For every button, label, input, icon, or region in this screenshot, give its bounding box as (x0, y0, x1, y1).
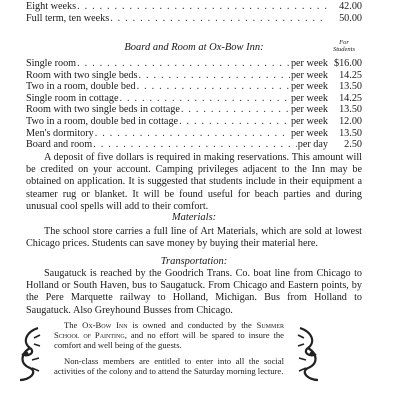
deposit-text: A deposit of five dollars is required in making reservations. This amount will be credited on your account. Camping privileges adjacent to the Inn may be obtained on application. It is suggested that students include in their equipment a steamer rug or blanket. It will be found useful for beach parties and during unusual cool spells will add to their comfort. (26, 152, 362, 212)
notice-text (54, 320, 284, 381)
rate-label: Full term, ten weeks (26, 12, 110, 24)
rate-row (26, 1, 362, 13)
board-row-price: $16.00 (333, 58, 362, 69)
board-row-unit: per day (297, 139, 328, 151)
board-row (26, 104, 362, 116)
board-rates-list (26, 58, 362, 151)
board-row-price: 2.50 (344, 139, 362, 151)
materials-text: The school store carries a full line of Art Materials, which are sold at lowest Chicago prices. Students can save money by buying their material here. (26, 226, 362, 250)
column-header-line1: For (339, 39, 349, 46)
board-row-price: 13.50 (339, 127, 362, 139)
leader-dots (93, 139, 297, 151)
rate-price: 42.00 (339, 1, 362, 12)
notice-paragraph-2 (54, 356, 284, 376)
materials-heading: Materials: (171, 212, 217, 223)
notice-p1-end: , and no effort will be spared to insure the comfort and well being of the guests. (54, 330, 285, 351)
board-row (26, 93, 362, 105)
leader-dots (120, 93, 290, 105)
board-row-unit: per week (290, 104, 328, 116)
leader-dots (110, 13, 327, 25)
materials-paragraph (26, 226, 362, 250)
board-row-unit: per week (290, 69, 328, 81)
rate-label: Eight weeks (26, 1, 77, 12)
notice-p2: Non-class members are entitled to enter into all the social activities of the colony and to attend the Saturday morning lecture. (54, 355, 284, 376)
board-row-label: Single room (26, 58, 77, 69)
board-row-unit: per week (290, 58, 328, 69)
tuition-rates (26, 1, 362, 24)
column-header (326, 39, 362, 53)
transportation-heading: Transportation: (160, 256, 228, 267)
board-row-unit: per week (290, 81, 328, 93)
board-title: Board and Room at Ox-Bow Inn: (124, 42, 264, 53)
board-row-label: Two in a room, double bed (26, 81, 136, 93)
column-header-line2: Students (332, 46, 356, 53)
board-row-unit: per week (290, 92, 328, 104)
board-row-unit: per week (290, 115, 328, 127)
leader-dots (137, 81, 290, 93)
notice-p1-mid: is owned and conducted by the (127, 320, 257, 330)
board-row (26, 58, 362, 70)
board-row-price: 13.50 (339, 81, 362, 93)
board-row-price: 14.25 (339, 92, 362, 104)
rate-row (26, 13, 362, 25)
board-row-price: 14.25 (339, 69, 362, 81)
board-row (26, 116, 362, 128)
board-row-label: Board and room (26, 139, 93, 151)
board-row-label: Room with two single beds in cottage (26, 104, 180, 116)
scroll-ornament-right-icon (294, 324, 322, 384)
board-row-unit: per week (290, 127, 328, 139)
notice-paragraph-1 (54, 320, 284, 351)
board-row-price: 12.00 (339, 115, 362, 127)
notice-box (16, 314, 322, 400)
scroll-ornament-left-icon (16, 324, 44, 384)
deposit-paragraph (26, 152, 362, 213)
board-row (26, 139, 362, 151)
board-row-label: Room with two single beds (26, 69, 138, 81)
leader-dots (95, 128, 290, 140)
leader-dots (77, 1, 327, 13)
rate-price: 50.00 (339, 12, 362, 24)
leader-dots (179, 116, 290, 128)
board-row-label: Men's dormitory (26, 127, 94, 139)
board-row-label: Two in a room, double bed in cottage (26, 115, 179, 127)
board-row-label: Single room in cottage (26, 92, 119, 104)
school-name: Summer School of Painting (54, 320, 285, 341)
inn-name: Ox-Bow Inn (82, 320, 128, 330)
transportation-paragraph (26, 268, 362, 317)
board-row (26, 70, 362, 82)
board-row (26, 81, 362, 93)
board-row-price: 13.50 (339, 104, 362, 116)
board-row (26, 128, 362, 140)
leader-dots (139, 70, 290, 82)
leader-dots (181, 104, 290, 116)
transportation-text: Saugatuck is reached by the Goodrich Trans. Co. boat line from Chicago to Holland or South Haven, bus to Saugatuck. From Chicago and Eastern points, by the Pere Marquette railway to Holland, Michigan. Bus from Holland to Saugatuck. Also Greyhound Busses from Chicago. (26, 268, 362, 316)
notice-p1-start: The (64, 320, 83, 330)
leader-dots (77, 58, 290, 70)
